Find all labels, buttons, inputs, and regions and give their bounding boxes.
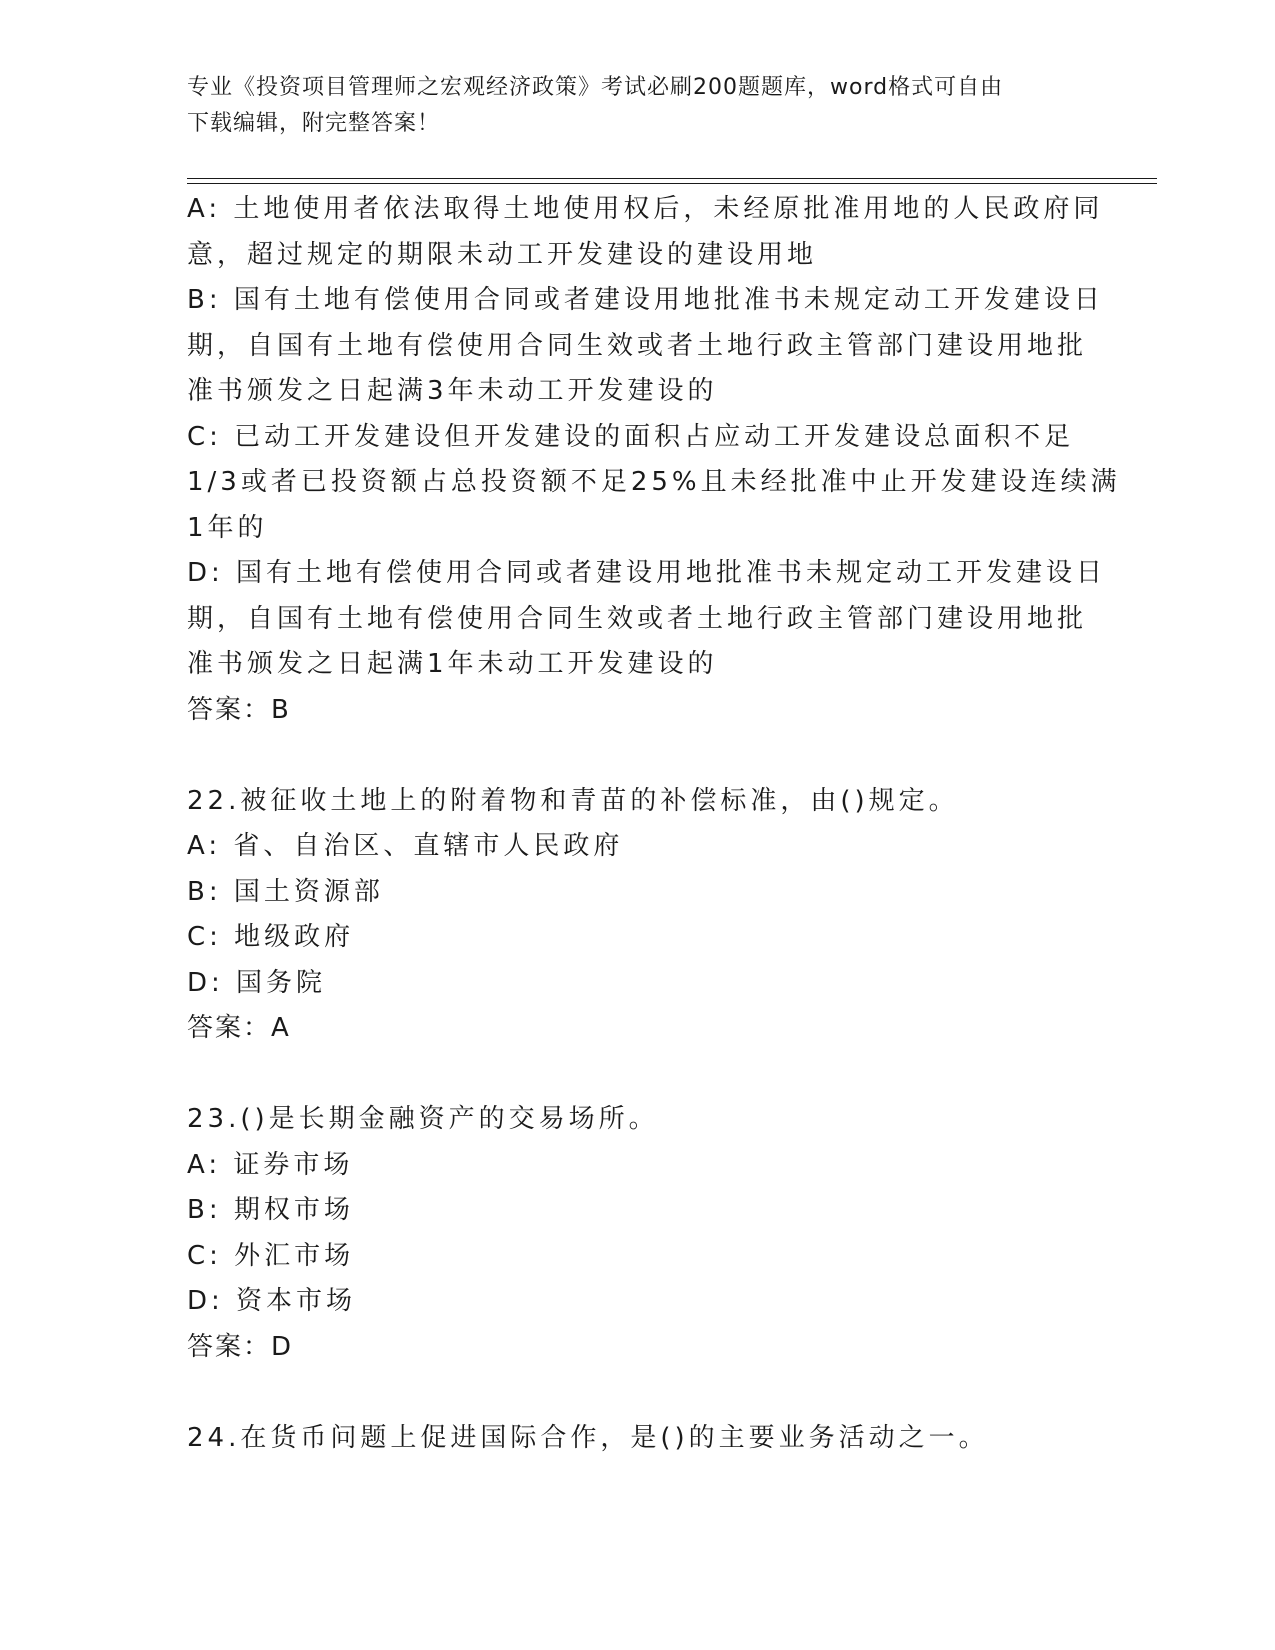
option-b: B: 国土资源部 <box>187 876 384 907</box>
question-24 <box>187 1416 1087 1462</box>
option-line: 期，自国有土地有偿使用合同生效或者土地行政主管部门建设用地批 <box>187 603 1088 634</box>
option-line: 期，自国有土地有偿使用合同生效或者土地行政主管部门建设用地批 <box>187 330 1088 361</box>
question-stem: 22.被征收土地上的附着物和青苗的补偿标准，由()规定。 <box>187 785 959 816</box>
option-line: 准书颁发之日起满1年未动工开发建设的 <box>187 649 718 679</box>
question-answer: 答案：A <box>187 1013 291 1043</box>
option-a: A: 省、自治区、直辖市人民政府 <box>187 831 624 861</box>
option-line: C: 已动工开发建设但开发建设的面积占应动工开发建设总面积不足 <box>187 421 1075 452</box>
question-23 <box>187 1097 1087 1370</box>
option-line: 意，超过规定的期限未动工开发建设的建设用地 <box>187 239 818 270</box>
question-22 <box>187 779 1087 1052</box>
option-line: B: 国有土地有偿使用合同或者建设用地批准书未规定动工开发建设日 <box>187 285 1104 315</box>
question-stem: 23.()是长期金融资产的交易场所。 <box>187 1104 659 1134</box>
option-line: 1/3或者已投资额占总投资额不足25%且未经批准中止开发建设连续满 <box>187 467 1121 497</box>
option-line: 1年的 <box>187 512 268 543</box>
option-d: D: 资本市场 <box>187 1286 357 1316</box>
option-c: C: 地级政府 <box>187 922 355 952</box>
spacer <box>187 733 1087 779</box>
option-c: C: 外汇市场 <box>187 1240 355 1271</box>
prev-question-option-b <box>187 278 1104 415</box>
header-rule-top <box>187 178 1157 179</box>
header-line-1: 专业《投资项目管理师之宏观经济政策》考试必刷200题题库，word格式可自由 <box>187 75 1004 100</box>
header-line-2: 下载编辑，附完整答案！ <box>187 111 441 136</box>
question-answer: 答案：D <box>187 1331 294 1362</box>
question-content <box>187 187 1121 1461</box>
prev-question-option-a <box>187 187 1104 278</box>
option-line: 准书颁发之日起满3年未动工开发建设的 <box>187 376 718 406</box>
document-header <box>187 70 1077 142</box>
prev-question-option-c <box>187 415 1121 552</box>
spacer <box>187 1052 1087 1098</box>
option-b: B: 期权市场 <box>187 1195 354 1225</box>
option-a: A: 证券市场 <box>187 1149 354 1180</box>
prev-question-option-d <box>187 551 1107 688</box>
option-line: D: 国有土地有偿使用合同或者建设用地批准书未规定动工开发建设日 <box>187 558 1107 588</box>
header-rule-bottom <box>187 183 1157 184</box>
prev-question-answer: 答案：B <box>187 694 291 725</box>
question-stem: 24.在货币问题上促进国际合作，是()的主要业务活动之一。 <box>187 1422 989 1453</box>
spacer <box>187 1370 1087 1416</box>
option-line: A: 土地使用者依法取得土地使用权后，未经原批准用地的人民政府同 <box>187 194 1104 224</box>
option-d: D: 国务院 <box>187 967 327 998</box>
